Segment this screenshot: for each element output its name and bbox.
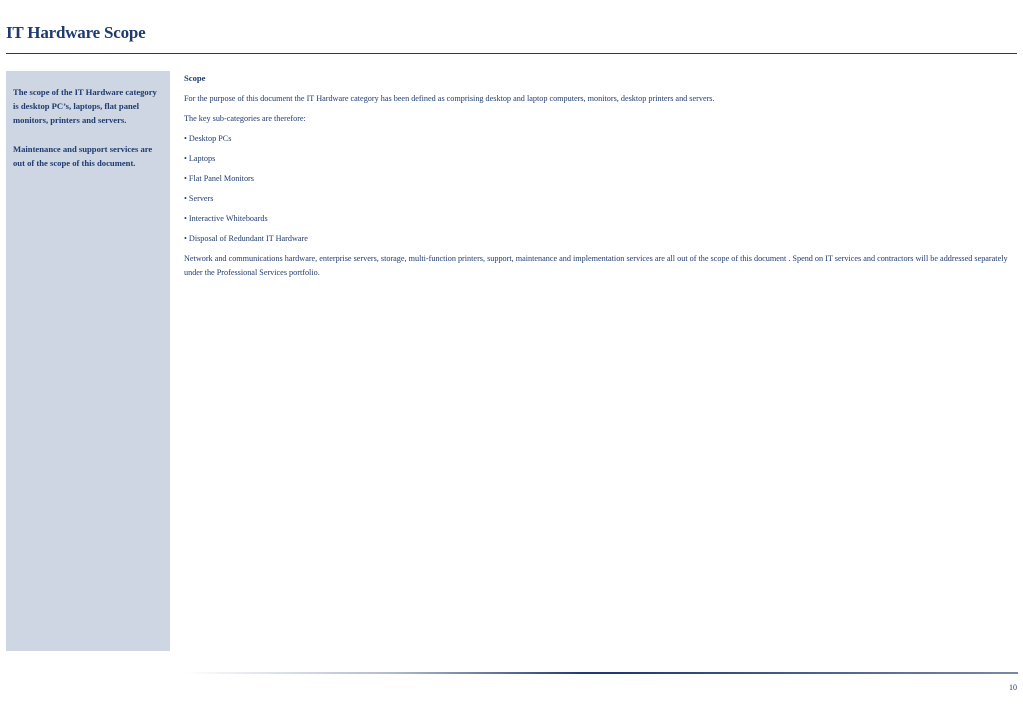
summary-sidebar [6,71,170,651]
page-number: 10 [1009,683,1017,692]
intro-paragraph: For the purpose of this document the IT Hardware category has been defined as comprising desktop and laptop computers, monitors, desktop printers and servers. [184,94,715,103]
closing-paragraph: Network and communications hardware, enterprise servers, storage, multi-function printers, support, maintenance and implementation services are all out of the scope of this document . Spend on IT services and contractors will be addressed separately under the Professional Services portfolio. [184,254,1008,277]
list-item: • Disposal of Redundant IT Hardware [184,234,308,243]
list-item: • Interactive Whiteboards [184,214,268,223]
sidebar-paragraph-exclusions: Maintenance and support services are out of the scope of this document. [13,143,153,168]
list-item: • Flat Panel Monitors [184,174,254,183]
sidebar-paragraph-scope: The scope of the IT Hardware category is desktop PC’s, laptops, flat panel monitors, printers and servers. [13,87,157,126]
page-title: IT Hardware Scope [6,23,146,42]
footer-divider [184,672,1018,674]
list-item: • Desktop PCs [184,134,232,143]
lead-in-paragraph: The key sub-categories are therefore: [184,114,306,123]
list-item: • Servers [184,194,214,203]
main-content [184,72,1018,286]
list-item: • Laptops [184,154,216,163]
section-heading: Scope [184,73,206,83]
title-divider [6,53,1017,54]
